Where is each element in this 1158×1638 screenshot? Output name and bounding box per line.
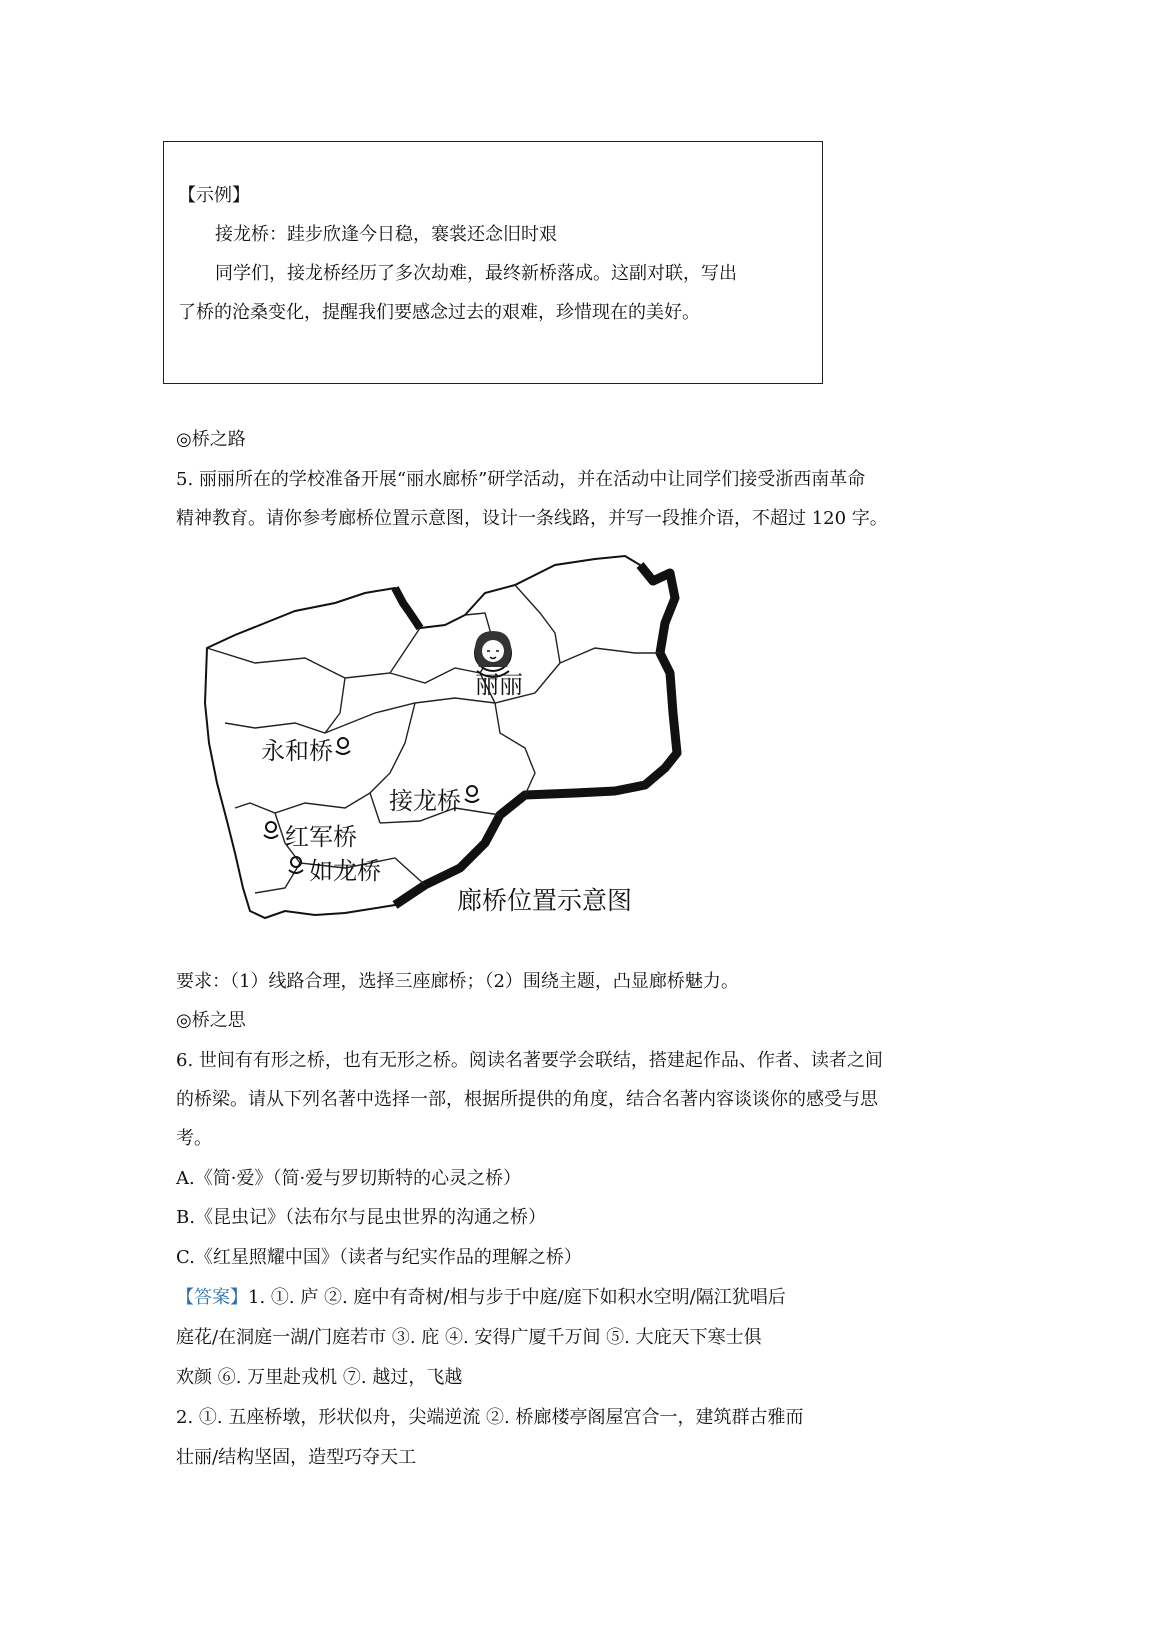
example-paragraph-line-1: 同学们，接龙桥经历了多次劫难，最终新桥落成。这副对联，写出 [215, 263, 737, 284]
section-heading-think: ◎桥之思 [176, 1010, 246, 1031]
answer-line-2: 庭花/在洞庭一湖/门庭若市 ③. 庇 ④. 安得广厦千万间 ⑤. 大庇天下寒士俱 [176, 1327, 762, 1348]
example-couplet: 接龙桥：跬步欣逢今日稳，褰裳还念旧时艰 [215, 224, 557, 245]
answer-line-5: 壮丽/结构坚固，造型巧夺天工 [176, 1447, 417, 1468]
answer-line-4: 2. ①. 五座桥墩，形状似舟，尖端逆流 ②. 桥廊楼亭阁屋宫合一，建筑群古雅而 [176, 1407, 804, 1428]
option-c: C.《红星照耀中国》（读者与纪实作品的理解之桥） [176, 1247, 582, 1268]
map-pin-icon [336, 738, 350, 754]
map-label-jielong-bridge: 接龙桥 [389, 787, 461, 815]
map-label-yonghe-bridge: 永和桥 [261, 737, 333, 765]
question-6-line-2: 的桥梁。请从下列名著中选择一部，根据所提供的角度，结合名著内容谈谈你的感受与思 [176, 1089, 878, 1110]
map-boundary-east [395, 565, 677, 905]
section-heading-road: ◎桥之路 [176, 429, 246, 450]
answer-line-1-text: 1. ①. 庐 ②. 庭中有奇树/相与步于中庭/庭下如积水空明/隔江犹唱后 [248, 1287, 786, 1308]
option-a: A.《简·爱》（简·爱与罗切斯特的心灵之桥） [176, 1168, 522, 1189]
map-title: 廊桥位置示意图 [457, 886, 633, 915]
example-paragraph-line-2: 了桥的沧桑变化，提醒我们要感念过去的艰难，珍惜现在的美好。 [178, 302, 700, 323]
question-6-line-3: 考。 [176, 1128, 212, 1149]
answer-line-1 [176, 1286, 786, 1310]
question-6-line-1: 6. 世间有有形之桥，也有无形之桥。阅读名著要学会联结，搭建起作品、作者、读者之间 [176, 1050, 883, 1071]
question-5-line-1: 5. 丽丽所在的学校准备开展“丽水廊桥”研学活动，并在活动中让同学们接受浙西南革命 [176, 469, 866, 490]
map-pin-icon [264, 822, 278, 838]
question-5-line-2: 精神教育。请你参考廊桥位置示意图，设计一条线路，并写一段推介语，不超过 120 字。 [176, 508, 888, 529]
map-label-hongjun-bridge: 红军桥 [285, 823, 357, 851]
map-svg [195, 553, 715, 938]
map-pin-icon [465, 786, 479, 802]
map-label-rulong-bridge: 如龙桥 [309, 857, 381, 885]
map-label-lili: 丽丽 [475, 671, 523, 699]
option-b: B.《昆虫记》（法布尔与昆虫世界的沟通之桥） [176, 1207, 546, 1228]
requirement-text: 要求：（1）线路合理，选择三座廊桥；（2）围绕主题，凸显廊桥魅力。 [176, 971, 739, 992]
covered-bridge-map [195, 553, 715, 938]
example-heading: 【示例】 [178, 185, 250, 206]
answer-tag: 【答案】 [176, 1287, 248, 1308]
map-boundary-north [395, 588, 420, 628]
answer-line-3: 欢颜 ⑥. 万里赴戎机 ⑦. 越过，飞越 [176, 1367, 463, 1388]
